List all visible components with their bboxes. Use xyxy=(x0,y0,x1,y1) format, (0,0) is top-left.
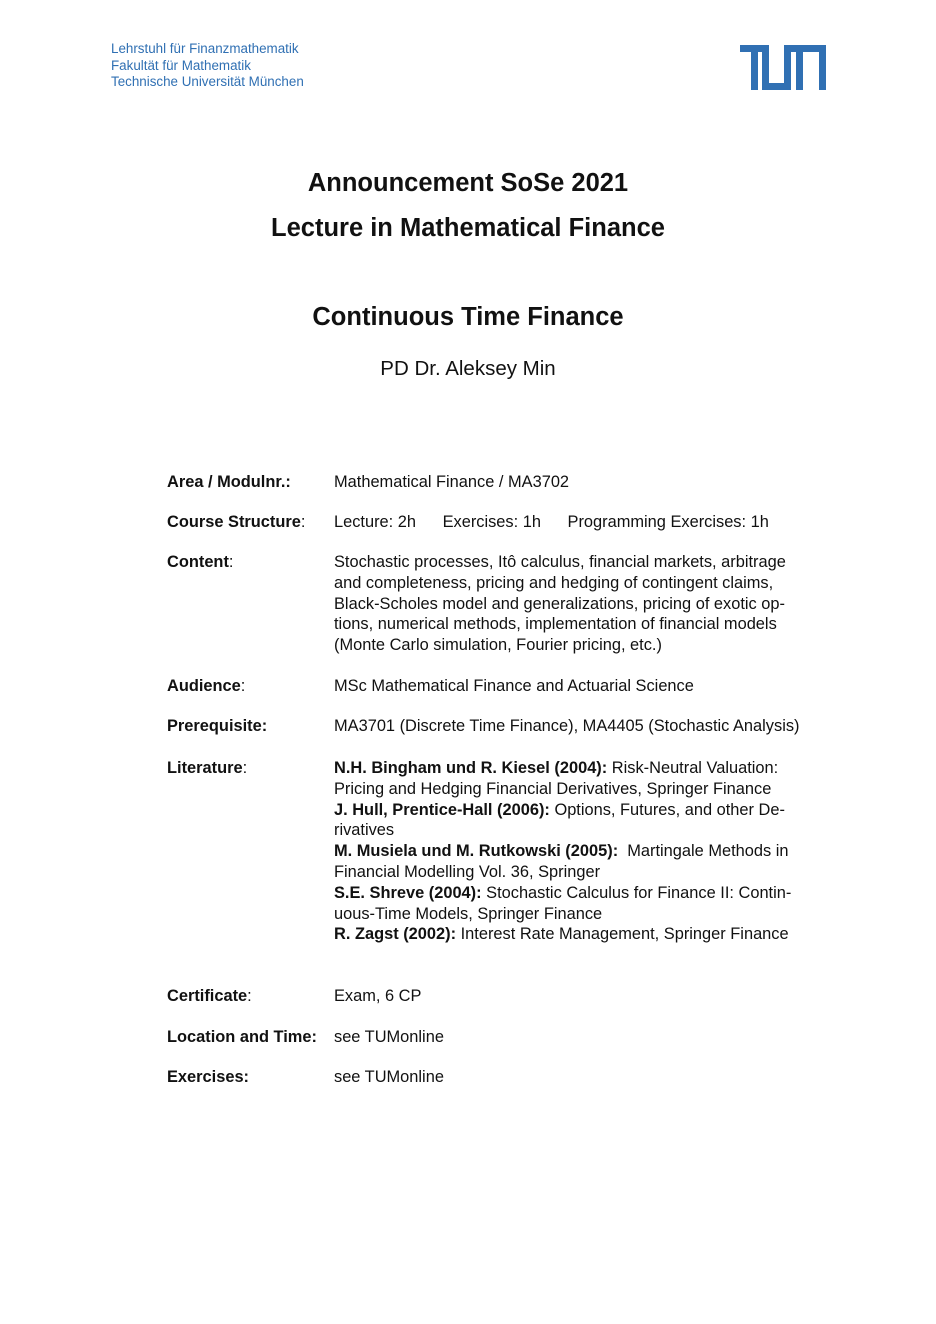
literature-title: Options, Futures, and other De- xyxy=(549,800,785,819)
literature-item xyxy=(334,758,834,800)
location-label: Location and Time: xyxy=(167,1028,317,1046)
content-line: (Monte Carlo simulation, Fourier pricing, etc.) xyxy=(334,636,662,655)
area-value: Mathematical Finance / MA3702 xyxy=(334,473,570,491)
literature-item xyxy=(334,924,834,945)
announcement-title xyxy=(0,161,936,251)
literature-author: S.E. Shreve (2004): xyxy=(334,883,482,902)
content-line: Stochastic processes, Itô calculus, financial markets, arbitrage xyxy=(334,553,786,571)
prerequisite-value: MA3701 (Discrete Time Finance), MA4405 (Stochastic Analysis) xyxy=(334,717,800,735)
literature-author: J. Hull, Prentice-Hall (2006): xyxy=(334,800,550,819)
chair-name: Lehrstuhl für Finanzmathematik xyxy=(111,41,299,56)
certificate-label: Certificate xyxy=(167,987,248,1005)
audience-label-colon: : xyxy=(240,677,246,695)
literature-author: M. Musiela und M. Rutkowski (2005): xyxy=(334,842,619,861)
faculty-name: Fakultät für Mathematik xyxy=(111,57,251,73)
literature-title-cont: Financial Modelling Vol. 36, Springer xyxy=(334,862,601,881)
literature-author: N.H. Bingham und R. Kiesel (2004): xyxy=(334,759,608,777)
literature-title-cont: uous-Time Models, Springer Finance xyxy=(334,904,603,923)
lecture-hours: Lecture: 2h xyxy=(334,513,417,531)
literature-author: R. Zagst (2002): xyxy=(334,925,457,944)
literature-title: Interest Rate Management, Springer Finance xyxy=(456,925,789,944)
literature-item xyxy=(334,883,834,925)
course-title-block xyxy=(0,303,936,332)
literature-title-cont: Pricing and Hedging Financial Derivatives, Springer Finance xyxy=(334,779,772,798)
content-label-colon: : xyxy=(228,553,234,571)
literature-item xyxy=(334,800,834,842)
literature-title-cont: rivatives xyxy=(334,821,395,840)
lecturer-block xyxy=(0,357,936,381)
title-line-2: Lecture in Mathematical Finance xyxy=(271,214,665,242)
certificate-value: Exam, 6 CP xyxy=(334,987,422,1005)
programming-hours: Programming Exercises: 1h xyxy=(567,513,769,531)
literature-item xyxy=(334,841,834,883)
tum-logo-icon xyxy=(740,45,826,90)
literature-label: Literature xyxy=(167,759,243,777)
certificate-label-colon: : xyxy=(247,987,252,1005)
location-value: see TUMonline xyxy=(334,1028,444,1046)
course-title: Continuous Time Finance xyxy=(312,303,624,331)
institution-header xyxy=(111,41,304,91)
content-line: tions, numerical methods, implementation of financial models xyxy=(334,615,777,634)
exercises-value: see TUMonline xyxy=(334,1068,444,1086)
structure-value xyxy=(334,512,834,533)
content-value xyxy=(334,552,834,656)
exercise-hours: Exercises: 1h xyxy=(442,513,541,531)
university-name: Technische Universität München xyxy=(111,74,304,90)
exercises-label: Exercises: xyxy=(167,1068,250,1086)
prerequisite-label: Prerequisite: xyxy=(167,717,268,735)
content-label: Content xyxy=(167,553,229,571)
structure-label: Course Structure xyxy=(167,513,301,531)
area-label: Area / Modulnr.: xyxy=(167,473,291,491)
content-line: Black-Scholes model and generalizations, pricing of exotic op- xyxy=(334,594,785,613)
title-line-1: Announcement SoSe 2021 xyxy=(307,169,629,197)
lecturer-name: PD Dr. Aleksey Min xyxy=(380,357,556,380)
structure-label-colon: : xyxy=(300,513,306,531)
audience-value: MSc Mathematical Finance and Actuarial Science xyxy=(334,677,694,695)
literature-title: Martingale Methods in xyxy=(618,842,789,861)
literature-title: Risk-Neutral Valuation: xyxy=(607,759,779,777)
literature-label-colon: : xyxy=(242,759,248,777)
content-line: and completeness, pricing and hedging of contingent claims, xyxy=(334,573,774,592)
audience-label: Audience xyxy=(167,677,241,695)
literature-title: Stochastic Calculus for Finance II: Contin- xyxy=(481,883,792,902)
literature-list xyxy=(334,758,834,945)
